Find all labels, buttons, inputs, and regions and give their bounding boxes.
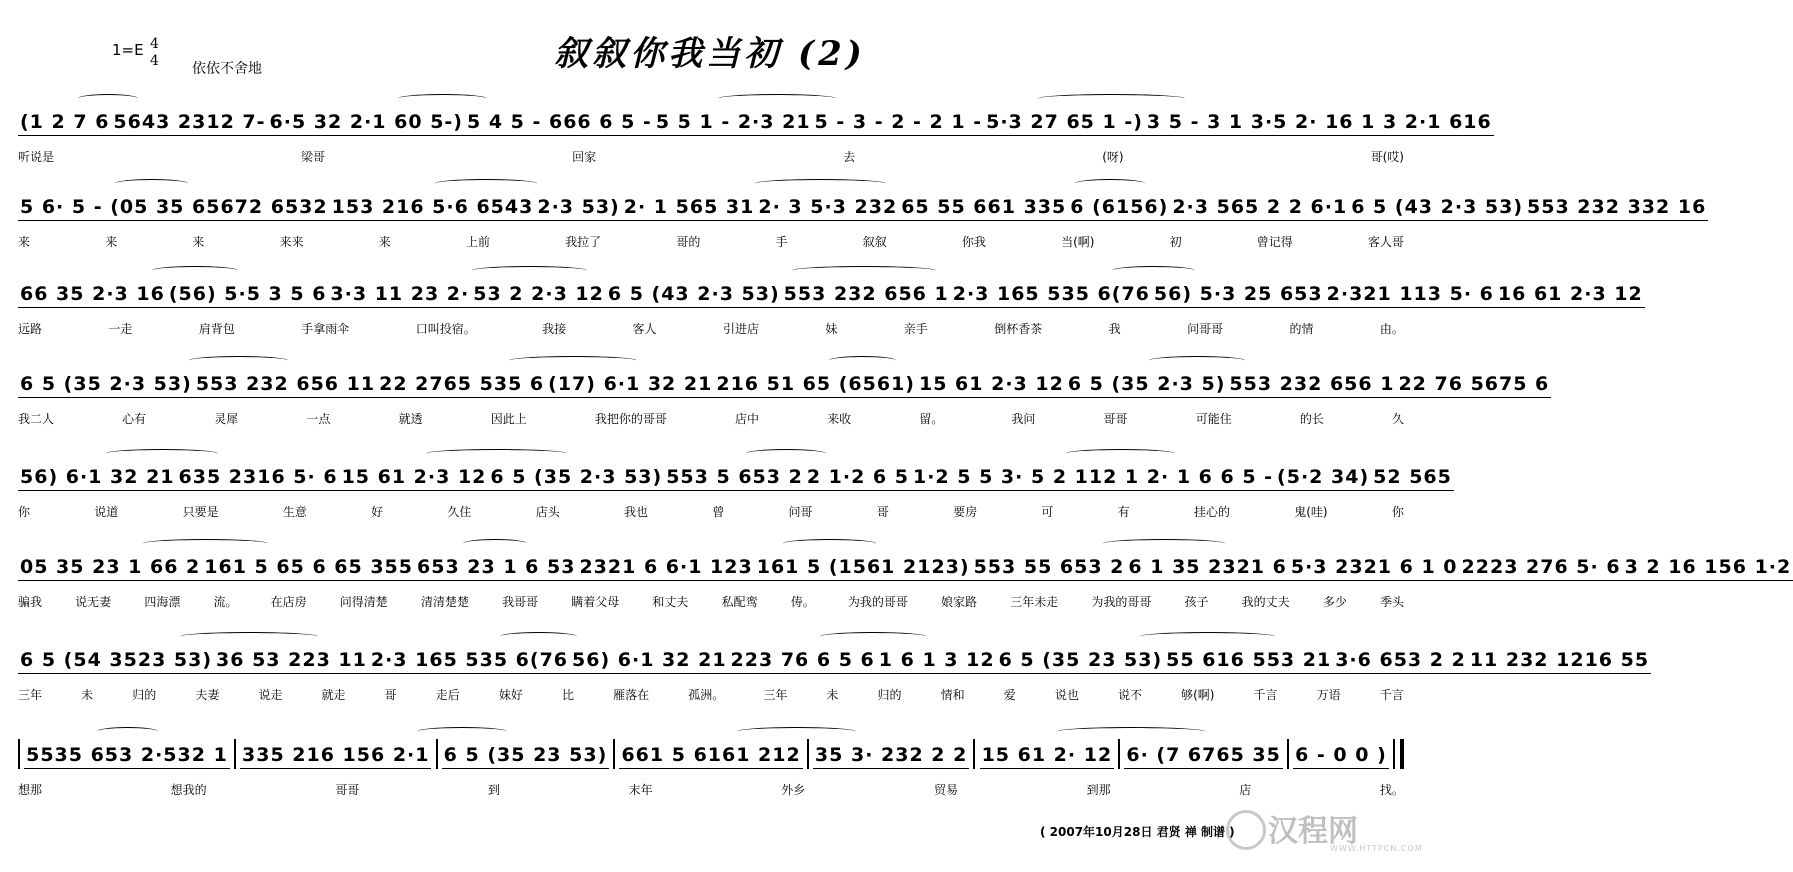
lyric-word: 的长 [1299,412,1324,426]
measure: 553 5 653 2 [664,464,805,491]
measure: 553 232 332 16 [1525,194,1708,221]
lyric-word: 四海漂 [144,595,181,609]
measure: 5·3 2321 6 1 0 [1289,554,1460,581]
lyric-word: 妹 [825,322,838,336]
measure: 05 35 23 1 66 2 [18,554,202,581]
lyric-word: 娘家路 [941,595,978,609]
measure: 6 5 (43 2·3 53) [606,281,782,308]
lyric-word: 生意 [282,505,307,519]
measure: 2·3 53) [535,194,621,221]
score-system [18,638,1650,708]
measure: 5 6· 5 - (05 35 65672 6532 [18,194,330,221]
measure: 335 216 156 2·1 [240,742,431,769]
measure: (5·2 34) [1275,464,1371,491]
notation-line [18,362,1550,398]
measure: 6 5 (43 2·3 53) [1349,194,1525,221]
slur [1103,539,1225,548]
measure: 15 61 2·3 12 [917,371,1066,398]
lyrics-line [18,233,1404,250]
lyric-word: 回家 [572,150,597,164]
lyric-word: 挂心的 [1193,505,1230,519]
lyric-word: 到 [487,783,500,797]
measure: 223 76 6 5 6 [729,647,877,674]
measure: 6·5 32 2·1 60 5-) [268,109,465,136]
lyric-word: 店 [1239,783,1252,797]
measure: 2·321 113 5· 6 [1325,281,1496,308]
slur [792,266,936,275]
measure: 56) 6·1 32 21 [570,647,729,674]
lyric-word: 曾记得 [1256,235,1293,249]
slur [106,449,218,458]
watermark-url: WWW.HTTPCN.COM [1330,844,1423,853]
slur [500,632,577,641]
lyrics-line [18,410,1404,427]
measure: 5·3 27 65 1 -) [984,109,1145,136]
slur [509,356,637,365]
lyric-word: 哥 [384,688,397,702]
page-title: 叙叙你我当初 (2) [554,34,866,74]
lyric-word: 归的 [132,688,157,702]
lyric-word: 就透 [398,412,423,426]
measure: 6 (6156) [1068,194,1170,221]
lyric-word: 亲手 [903,322,928,336]
lyric-word: 的情 [1289,322,1314,336]
measure: 153 216 5·6 6543 [330,194,536,221]
lyric-word: 我哥哥 [502,595,539,609]
lyric-word: 流。 [213,595,238,609]
key-signature [112,40,144,59]
measure: 5 - 3 - 2 - 2 1 - [813,109,985,136]
measure: 6· (7 6765 35 [1124,742,1283,769]
lyric-word: 未 [826,688,839,702]
watermark: 汉程网 [1268,814,1358,849]
lyric-word: 哥哥 [1103,412,1128,426]
lyric-word: 想那 [18,783,43,797]
slur [1149,356,1245,365]
slur [180,632,318,641]
measure: 66 35 2·3 16 [18,281,167,308]
measure: 2 1·2 6 5 [805,464,911,491]
slur [755,179,886,188]
lyric-word: 肩背包 [198,322,235,336]
lyric-word: 听说是 [18,150,55,164]
lyric-word: 问哥 [788,505,813,519]
slur [472,266,587,275]
measure: (17) 6·1 32 21 [546,371,714,398]
score-system [18,455,1452,525]
lyric-word: 店头 [535,505,560,519]
lyric-word: 引进店 [722,322,759,336]
lyric-word: 骗我 [18,595,43,609]
slur [829,356,896,365]
measure: 53 2 2·3 12 [471,281,606,308]
lyric-word: 万语 [1316,688,1341,702]
lyrics-line [18,320,1404,337]
lyrics-line [18,781,1404,798]
measure: 6 5 (54 3523 53) [18,647,214,674]
measure: 1 6 1 3 12 [877,647,997,674]
measure: 2223 276 5· 6 [1460,554,1623,581]
lyric-word: 清清楚楚 [420,595,469,609]
slur [398,94,487,103]
notation-line [18,638,1650,674]
lyric-word: 好 [371,505,384,519]
lyric-word: 久 [1391,412,1404,426]
measure: 22 2765 535 6 [377,371,546,398]
barline [807,739,809,769]
measure: 2·3 565 2 2 6·1 [1170,194,1349,221]
time-signature-bottom: 4 [150,53,159,69]
lyric-word: 孩子 [1184,595,1209,609]
lyric-word: 为我的哥哥 [1091,595,1152,609]
measure: 11 232 1216 55 [1468,647,1651,674]
lyric-word: 手拿雨伞 [301,322,350,336]
lyric-word: 孤洲。 [688,688,725,702]
lyric-word: 俦。 [790,595,815,609]
lyric-word: 灵犀 [214,412,239,426]
measure: 35 3· 232 2 2 [813,742,969,769]
tempo-marking: 依依不舍地 [192,61,262,77]
slur [746,449,826,458]
measure: 6 5 (35 2·3 53) [488,464,664,491]
notation-line [18,272,1643,308]
lyric-word: 我 [1108,322,1121,336]
notation-line [18,455,1452,491]
measure: 5535 653 2·532 1 [24,742,230,769]
slur [143,539,268,548]
measure: 553 232 656 1 [782,281,951,308]
lyric-word: 说道 [94,505,119,519]
slur [1038,94,1185,103]
slur [78,94,138,103]
lyrics-line [18,503,1404,520]
measure: 2·3 165 535 6(76 [369,647,570,674]
lyric-word: 鬼(哇) [1294,505,1328,519]
measure: 52 565 [1371,464,1454,491]
lyric-word: 说无妻 [75,595,112,609]
slur [820,632,926,641]
measure: 56) 6·1 32 21 [18,464,177,491]
lyric-word: 外乡 [781,783,806,797]
lyric-word: 哥哥 [335,783,360,797]
lyric-word: 客人 [632,322,657,336]
slur [463,539,527,548]
lyric-word: 上前 [465,235,490,249]
lyric-word: 来 [18,235,31,249]
lyric-word: 季头 [1379,595,1404,609]
lyric-word: 我二人 [18,412,55,426]
lyric-word: 未 [81,688,94,702]
lyrics-line [18,593,1404,610]
measure: 3·3 11 23 2· [328,281,471,308]
lyric-word: 说也 [1054,688,1079,702]
measure: 15 61 2·3 12 [340,464,489,491]
lyric-word: 梁哥 [301,150,326,164]
barline [1393,739,1404,769]
lyric-word: 可 [1041,505,1054,519]
measure: 1·2 5 5 3· 5 2 112 1 2· 1 6 6 5 - [911,464,1275,491]
lyric-word: 心有 [122,412,147,426]
measure: 3 5 - 3 1 3·5 2· 16 1 3 2·1 616 [1145,109,1494,136]
lyric-word: 口叫投宿。 [415,322,476,336]
lyric-word: 有 [1117,505,1130,519]
lyric-word: 因此上 [490,412,527,426]
lyric-word: 末年 [628,783,653,797]
score-system [18,545,1792,615]
lyric-word: 来收 [827,412,852,426]
slur [115,179,188,188]
lyric-word: 三年 [18,688,43,702]
measure: 5 5 1 - 2·3 21 [654,109,813,136]
notation-line [18,100,1492,136]
lyric-word: 千言 [1379,688,1404,702]
lyric-word: 去 [843,150,856,164]
lyric-word: 想我的 [170,783,207,797]
slur [1112,266,1195,275]
lyric-word: 叙叙 [862,235,887,249]
lyric-word: 我把你的哥哥 [594,412,667,426]
lyric-word: 三年 [763,688,788,702]
lyric-word: 可能住 [1195,412,1232,426]
lyric-word: 夫妻 [195,688,220,702]
lyric-word: 来 [378,235,391,249]
lyric-word: 我拉了 [565,235,602,249]
barline [1287,739,1289,769]
key-label: 1=E [112,41,144,59]
measure: 553 232 656 11 [194,371,377,398]
measure: 161 5 (1561 2123) [755,554,972,581]
slur [1066,449,1175,458]
slur [718,94,836,103]
lyric-word: 倒杯香茶 [994,322,1043,336]
measure: 5 4 5 - 666 6 5 - [465,109,654,136]
lyric-word: 爱 [1003,688,1016,702]
measure: 661 5 6161 212 [619,742,802,769]
score-system [18,100,1492,170]
slur [97,727,158,736]
slur [1140,632,1275,641]
lyric-word: 我也 [623,505,648,519]
lyric-word: 只要是 [182,505,219,519]
lyric-word: 到那 [1086,783,1111,797]
lyric-word: 来 [192,235,205,249]
lyric-word: 由。 [1379,322,1404,336]
measure: 216 51 65 (6561) [714,371,917,398]
lyric-word: 我的丈夫 [1241,595,1290,609]
lyric-word: 曾 [712,505,725,519]
measure: 2321 6 6·1 123 [577,554,754,581]
slur [435,179,537,188]
lyric-word: 问哥哥 [1187,322,1224,336]
notation-line [18,185,1707,221]
score-system [18,185,1707,255]
lyrics-line [18,148,1404,165]
lyric-word: 我问 [1011,412,1036,426]
measure: 6 5 (35 23 53) [442,742,610,769]
lyric-word: 问得清楚 [339,595,388,609]
measure: 6 5 (35 2·3 53) [18,371,194,398]
measure: 3·6 653 2 2 [1333,647,1468,674]
lyric-word: (呀) [1102,150,1124,164]
lyric-word: 贸易 [933,783,958,797]
measure: 653 23 1 6 53 [415,554,577,581]
slur [1057,727,1205,736]
slur [152,266,238,275]
lyric-word: 初 [1169,235,1182,249]
barline [613,739,615,769]
measure: 161 5 65 6 65 355 [202,554,415,581]
measure: 6 5 (35 23 53) [997,647,1165,674]
lyric-word: 多少 [1322,595,1347,609]
measure: 55 616 553 21 [1164,647,1333,674]
lyric-word: 一点 [306,412,331,426]
lyric-word: 妹好 [498,688,523,702]
barline [973,739,975,769]
lyric-word: 当(啊) [1061,235,1095,249]
lyric-word: 你 [18,505,31,519]
slur [783,539,876,548]
time-signature [150,36,159,70]
lyric-word: 走后 [435,688,460,702]
slur [189,356,288,365]
lyric-word: 说不 [1117,688,1142,702]
measure: 6 - 0 0 ) [1293,742,1389,769]
slur [417,727,507,736]
notation-line [18,545,1792,581]
measure: 2· 3 5·3 232 [756,194,899,221]
score-system [18,362,1550,432]
slur [426,449,567,458]
lyric-word: 和丈夫 [652,595,689,609]
lyric-word: 来 [105,235,118,249]
lyric-word: 情和 [940,688,965,702]
slur [737,727,856,736]
lyric-word: 店中 [734,412,759,426]
barline [234,739,236,769]
barline [18,739,20,769]
lyric-word: 私配鸾 [721,595,758,609]
lyric-word: 三年未走 [1010,595,1059,609]
slur [1075,179,1145,188]
measure: 65 55 661 335 [899,194,1068,221]
score-system [18,733,1404,803]
measure: 553 232 656 1 [1227,371,1396,398]
lyric-word: 哥的 [676,235,701,249]
measure: 22 76 5675 6 [1396,371,1551,398]
lyric-word: 归的 [877,688,902,702]
barline [436,739,438,769]
lyric-word: 一走 [108,322,133,336]
lyric-word: 够(啊) [1181,688,1215,702]
time-signature-top: 4 [150,36,159,52]
credit-line: ( 2007年10月28日 君贤 禅 制谱 ) [1040,825,1235,839]
measure: 3 2 16 156 1·2 [1623,554,1793,581]
lyric-word: 说走 [258,688,283,702]
measure: 15 61 2· 12 [980,742,1115,769]
measure: 6 5 (35 2·3 5) [1066,371,1228,398]
lyric-word: 要房 [953,505,978,519]
lyric-word: 雁落在 [613,688,650,702]
lyric-word: 远路 [18,322,43,336]
measure: 16 61 2·3 12 [1496,281,1645,308]
lyric-word: 比 [561,688,574,702]
notation-line [18,733,1404,769]
measure: 56) 5·3 25 653 [1152,281,1325,308]
measure: (1 2 7 6 [18,109,111,136]
lyric-word: 手 [775,235,788,249]
lyric-word: 客人哥 [1367,235,1404,249]
lyric-word: 瞒着父母 [571,595,620,609]
lyric-word: 久住 [447,505,472,519]
measure: (56) 5·5 3 5 6 [167,281,329,308]
measure: 5643 2312 7- [111,109,267,136]
lyric-word: 哥 [876,505,889,519]
measure: 635 2316 5· 6 [177,464,340,491]
measure: 36 53 223 11 [214,647,369,674]
measure: 2· 1 565 31 [622,194,757,221]
lyric-word: 你 [1391,505,1404,519]
lyric-word: 来来 [279,235,304,249]
lyric-word: 哥(哎) [1370,150,1404,164]
lyric-word: 为我的哥哥 [847,595,908,609]
lyric-word: 找。 [1379,783,1404,797]
lyric-word: 千言 [1253,688,1278,702]
lyric-word: 就走 [321,688,346,702]
score-system [18,272,1643,342]
lyric-word: 我接 [542,322,567,336]
lyrics-line [18,686,1404,703]
lyric-word: 在店房 [270,595,307,609]
lyric-word: 你我 [961,235,986,249]
measure: 6 1 35 2321 6 [1126,554,1288,581]
measure: 2·3 165 535 6(76 [951,281,1152,308]
lyric-word: 留。 [919,412,944,426]
barline [1118,739,1120,769]
measure: 553 55 653 2 [972,554,1127,581]
